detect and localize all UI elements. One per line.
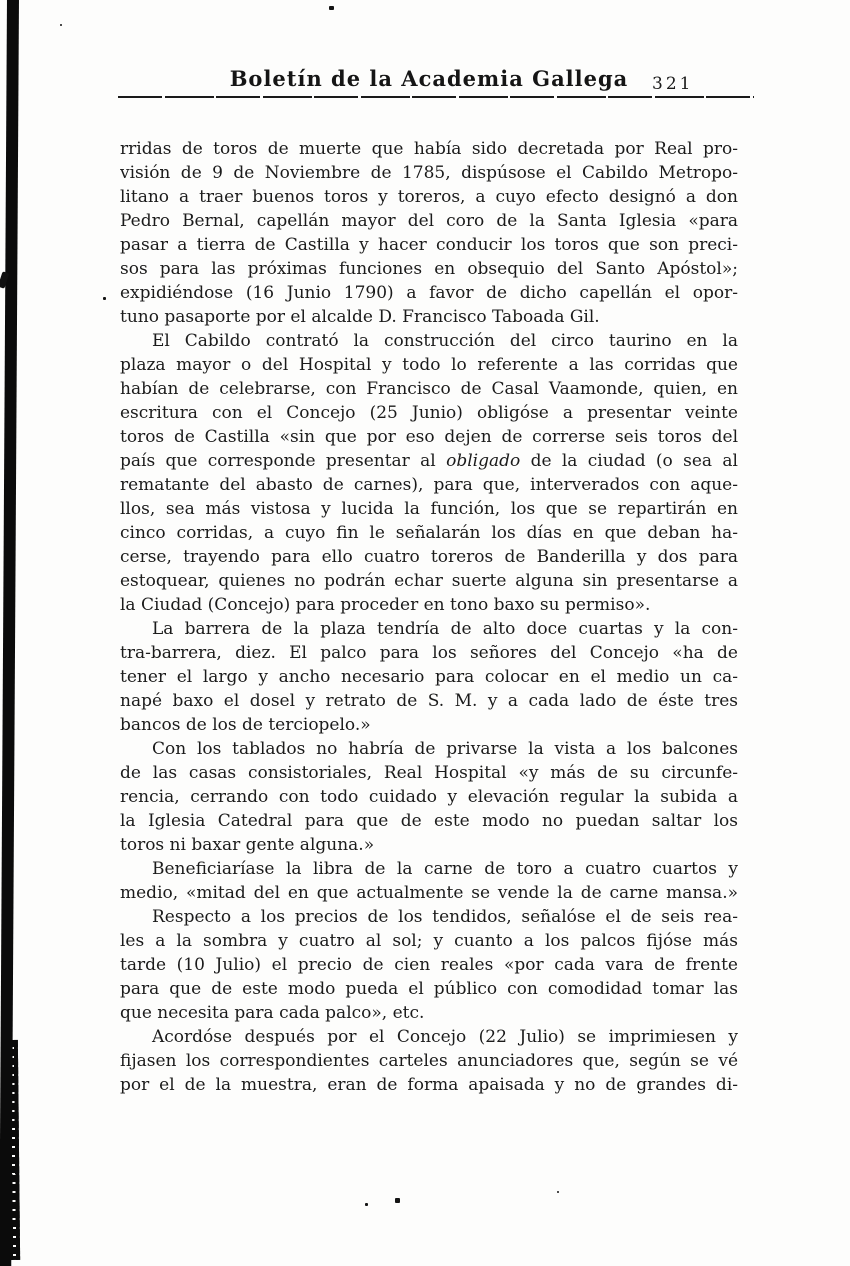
text-line: sos para las próximas funciones en obsequio del Santo Apóstol»; [120,259,738,279]
text-line: napé baxo el dosel y retrato de S. M. y a cada lado de éste tres [120,691,738,711]
text-line: tener el largo y ancho necesario para colocar en el medio un ca- [120,667,738,687]
text-line: litano a traer buenos toros y toreros, a cuyo efecto designó a don [120,187,738,207]
italic-text: obligado [446,451,521,471]
text-line: les a la sombra y cuatro al sol; y cuanto a los palcos fijóse más [120,931,738,951]
scan-speck [365,1203,368,1206]
text-line: por el de la muestra, eran de forma apaisada y no de grandes di- [120,1075,738,1095]
text-line: cinco corridas, a cuyo fin le señalarán los días en que deban ha- [120,523,738,543]
text-line: habían de celebrarse, con Francisco de Casal Vaamonde, quien, en [120,379,738,399]
text-line: de las casas consistoriales, Real Hospital «y más de su circunfe- [120,763,738,783]
text-line: para que de este modo pueda el público con comodidad tomar las [120,979,738,999]
scan-speck [103,297,106,300]
text-line: la Iglesia Catedral para que de este modo no puedan saltar los [120,811,738,831]
text-line: fijasen los correspondientes carteles anunciadores que, según se vé [120,1051,738,1071]
text-line: tarde (10 Julio) el precio de cien reales «por cada vara de frente [120,955,738,975]
text-line: país que corresponde presentar al obligado de la ciudad (o sea al [120,451,738,471]
text-line: bancos de los de terciopelo.» [120,715,371,735]
text-line: estoquear, quienes no podrán echar suerte alguna sin presentarse a [120,571,738,591]
text-line: plaza mayor o del Hospital y todo lo referente a las corridas que [120,355,738,375]
scan-speck [557,1191,559,1193]
page-title: Boletín de la Academia Gallega [229,66,629,91]
text-line: rridas de toros de muerte que había sido decretada por Real pro- [120,139,738,159]
text-line: expidiéndose (16 Junio 1790) a favor de dicho capellán el opor- [120,283,738,303]
text-line: cerse, trayendo para ello cuatro toreros de Banderilla y dos para [120,547,738,567]
page-number: 321 [652,74,694,94]
text-line: La barrera de la plaza tendría de alto doce cuartas y la con- [152,619,738,639]
text-line: rematante del abasto de carnes), para que, interverados con aque- [120,475,738,495]
text-line: Acordóse después por el Concejo (22 Julio) se imprimiesen y [152,1027,738,1047]
paragraph [120,905,738,1025]
paragraph [120,137,738,329]
text-line: toros ni baxar gente alguna.» [120,835,375,855]
text-line: toros de Castilla «sin que por eso dejen de correrse seis toros del [120,427,738,447]
text-line: escritura con el Concejo (25 Junio) obligóse a presentar veinte [120,403,738,423]
scan-speck [329,6,334,10]
header-rule [118,96,754,98]
text-line: pasar a tierra de Castilla y hacer conducir los toros que son preci- [120,235,738,255]
text-line: tuno pasaporte por el alcalde D. Francisco Taboada Gil. [120,307,600,327]
paragraph [120,737,738,857]
binding-shadow-ragged-edge [2,1040,20,1260]
text-line: visión de 9 de Noviembre de 1785, dispúsose el Cabildo Metropo- [120,163,738,183]
paragraph [120,1025,738,1097]
text-line: tra-barrera, diez. El palco para los señores del Concejo «ha de [120,643,738,663]
text-line: medio, «mitad del en que actualmente se vende la de carne mansa.» [120,883,738,903]
text-line: Pedro Bernal, capellán mayor del coro de la Santa Iglesia «para [120,211,738,231]
paragraph [120,329,738,617]
text-line: Respecto a los precios de los tendidos, señalóse el de seis rea- [152,907,738,927]
text-line: Beneficiaríase la libra de la carne de toro a cuatro cuartos y [152,859,738,879]
paragraph [120,857,738,905]
text-line: llos, sea más vistosa y lucida la función, los que se repartirán en [120,499,738,519]
text-line: que necesita para cada palco», etc. [120,1003,425,1023]
text-line: El Cabildo contrató la construcción del circo taurino en la [152,331,738,351]
text-body [120,137,738,1097]
text-line: la Ciudad (Concejo) para proceder en tono baxo su permiso». [120,595,651,615]
scan-speck [60,24,62,26]
text-line: Con los tablados no habría de privarse la vista a los balcones [152,739,738,759]
paragraph [120,617,738,737]
text-line: rencia, cerrando con todo cuidado y elevación regular la subida a [120,787,738,807]
scan-speck [395,1198,400,1203]
